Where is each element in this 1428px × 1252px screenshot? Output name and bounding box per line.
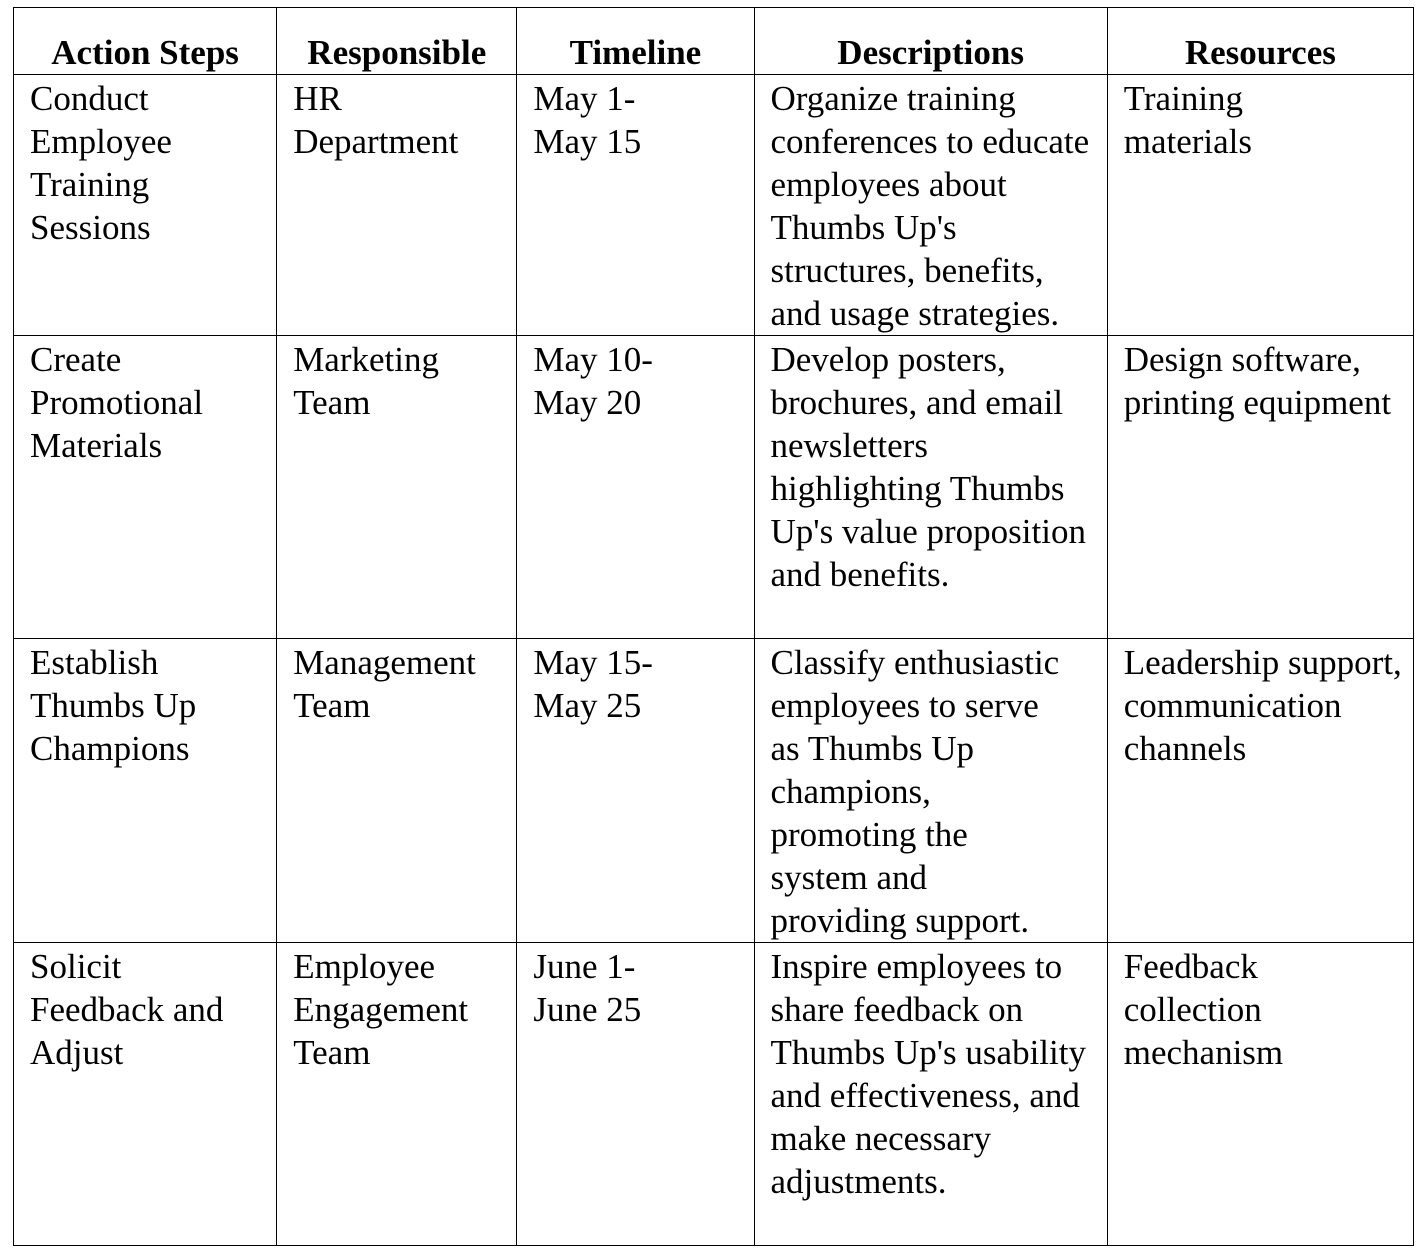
table-header (14, 8, 1414, 75)
timeline-text: May 1-May 15 (533, 79, 642, 161)
table-row (14, 75, 1414, 336)
action-text: Create Promotional Materials (30, 340, 204, 465)
header-row (14, 8, 1414, 75)
cell-description (754, 943, 1107, 1246)
timeline-text: June 1-June 25 (533, 947, 642, 1029)
cell-description (754, 75, 1107, 336)
resources-text: Leadership support, communication channels (1123, 643, 1402, 768)
table-row (14, 639, 1414, 943)
description-text: Inspire employees to share feedback on Thumbs Up's usability and effectiveness, and make necessary adjustments. (770, 947, 1086, 1201)
cell-responsible (277, 336, 517, 639)
cell-timeline (517, 943, 754, 1246)
header-action-steps: Action Steps (14, 8, 277, 75)
cell-responsible (277, 75, 517, 336)
header-descriptions: Descriptions (754, 8, 1107, 75)
action-text: Establish Thumbs Up Champions (30, 643, 197, 768)
cell-responsible (277, 639, 517, 943)
cell-description (754, 639, 1107, 943)
cell-responsible (277, 943, 517, 1246)
cell-resources (1107, 639, 1413, 943)
cell-action (14, 943, 277, 1246)
action-text: Solicit Feedback and Adjust (30, 947, 224, 1072)
header-resources: Resources (1107, 8, 1413, 75)
cell-action (14, 336, 277, 639)
description-text: Organize training conferences to educate employees about Thumbs Up's structures, benefits, and usage strategies. (770, 79, 1090, 333)
header-timeline: Timeline (517, 8, 754, 75)
cell-timeline (517, 336, 754, 639)
cell-action (14, 75, 277, 336)
table-row (14, 336, 1414, 639)
cell-action (14, 639, 277, 943)
resources-text: Feedback collection mechanism (1123, 947, 1284, 1072)
responsible-text: Marketing Team (293, 340, 439, 422)
cell-resources (1107, 336, 1413, 639)
cell-resources (1107, 943, 1413, 1246)
action-text: Conduct Employee Training Sessions (30, 79, 172, 247)
resources-text: Design software, printing equipment (1123, 340, 1392, 422)
cell-timeline (517, 75, 754, 336)
description-text: Classify enthusiastic employees to serve as Thumbs Up champions, promoting the system and providing support. (770, 643, 1060, 940)
cell-description (754, 336, 1107, 639)
action-plan-table (13, 7, 1414, 1246)
resources-text: Training materials (1123, 79, 1253, 161)
responsible-text: Management Team (293, 643, 476, 725)
table-body (14, 75, 1414, 1246)
description-text: Develop posters, brochures, and email newsletters highlighting Thumbs Up's value proposition and benefits. (770, 340, 1086, 594)
table-row (14, 943, 1414, 1246)
cell-timeline (517, 639, 754, 943)
timeline-text: May 15-May 25 (533, 643, 653, 725)
timeline-text: May 10-May 20 (533, 340, 653, 422)
header-responsible: Responsible (277, 8, 517, 75)
responsible-text: Employee Engagement Team (293, 947, 469, 1072)
responsible-text: HR Department (293, 79, 459, 161)
cell-resources (1107, 75, 1413, 336)
